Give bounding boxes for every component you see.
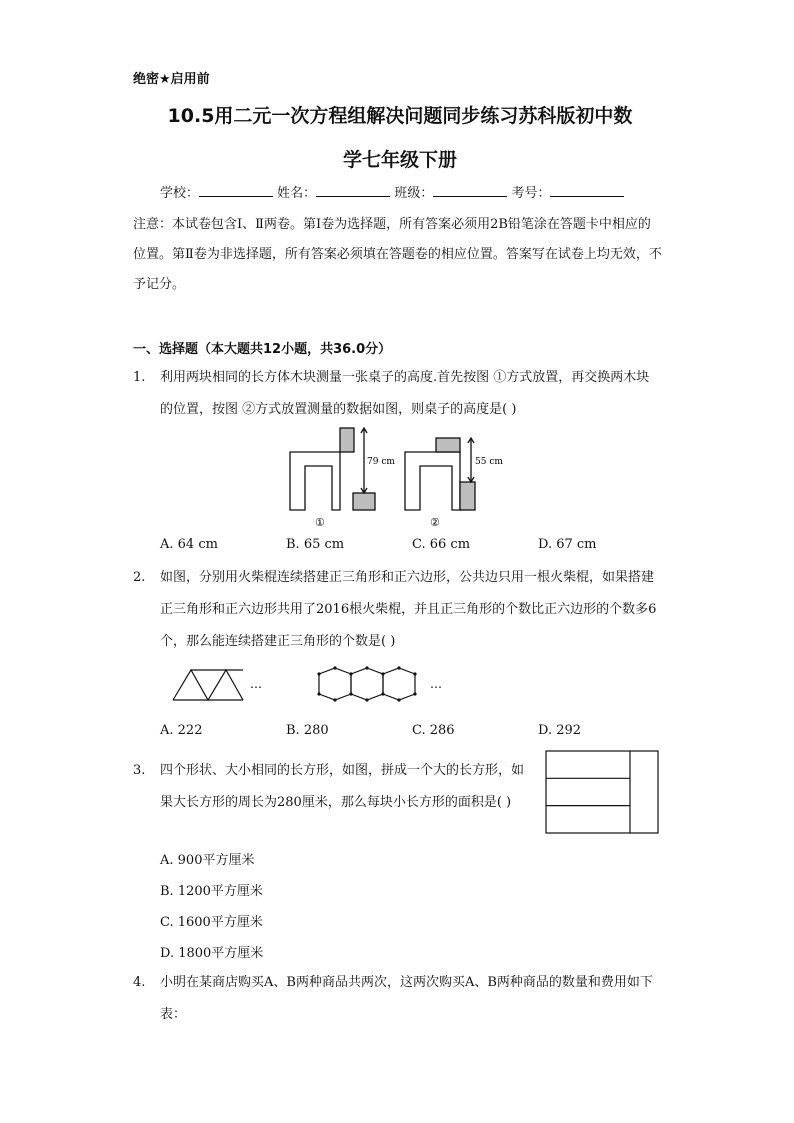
number-blank[interactable] <box>550 184 624 197</box>
page-title-line2: 学七年级下册 <box>342 149 457 171</box>
ellipsis-1: … <box>250 677 262 691</box>
option-a[interactable]: A. 900平方厘米 <box>160 853 255 868</box>
option-b[interactable]: B. 65 cm <box>286 537 345 552</box>
secret-label: 绝密★启用前 <box>133 72 210 87</box>
number-label: 考号： <box>511 186 551 201</box>
option-b[interactable]: B. 280 <box>286 723 329 738</box>
exam-notice: 注意：本试卷包含Ⅰ、Ⅱ两卷。第Ⅰ卷为选择题，所有答案必须用2B铅笔涂在答题卡中相应的位置。第Ⅱ卷为非选择题，所有答案必须填在答题卷的相应位置。答案写在试卷上均无效，不予记分。 <box>133 217 662 292</box>
student-info-line <box>160 182 624 201</box>
question1-figure <box>285 420 525 530</box>
option-b[interactable]: B. 1200平方厘米 <box>160 884 263 899</box>
class-label: 班级： <box>394 186 434 201</box>
question-text: 利用两块相同的长方体木块测量一张桌子的高度.首先按图 ①方式放置，再交换两木块的位置，按图 ②方式放置测量的数据如图，则桌子的高度是( ) <box>160 370 650 417</box>
page-title-line1: 10.5用二元一次方程组解决问题同步练习苏科版初中数 <box>167 105 633 127</box>
option-a[interactable]: A. 64 cm <box>160 537 218 552</box>
question-number: 1. <box>133 370 146 385</box>
section-title: 一、选择题（本大题共12小题，共36.0分） <box>133 342 392 357</box>
name-blank[interactable] <box>316 184 390 197</box>
school-blank[interactable] <box>199 184 273 197</box>
school-label: 学校： <box>160 186 200 201</box>
triangles-figure <box>173 670 243 700</box>
question2-figure <box>165 660 475 705</box>
measure-label-2: 55 cm <box>475 457 503 467</box>
option-c[interactable]: C. 66 cm <box>412 537 471 552</box>
option-a[interactable]: A. 222 <box>160 723 203 738</box>
class-blank[interactable] <box>433 184 507 197</box>
option-d[interactable]: D. 292 <box>538 723 582 738</box>
rectangles-figure <box>546 751 658 833</box>
option-d[interactable]: D. 67 cm <box>538 537 597 552</box>
ellipsis-2: … <box>430 677 442 691</box>
question-number: 2. <box>133 570 146 585</box>
question-text: 小明在某商店购买A、B两种商品共两次，这两次购买A、B两种商品的数量和费用如下表： <box>160 975 653 1022</box>
option-c[interactable]: C. 1600平方厘米 <box>160 915 263 930</box>
question-number: 3. <box>133 763 146 778</box>
option-c[interactable]: C. 286 <box>412 723 455 738</box>
figure-caption-2: ② <box>430 516 440 529</box>
table-figure-1 <box>290 428 375 510</box>
table-figure-2 <box>405 438 475 510</box>
question-text: 如图，分别用火柴棍连续搭建正三角形和正六边形，公共边只用一根火柴棍，如果搭建正三角形和正六边形共用了2016根火柴棍，并且正三角形的个数比正六边形的个数多6个，那么能连续搭建正三角形的个数是( ) <box>160 570 657 649</box>
measure-label-1: 79 cm <box>367 457 395 467</box>
hexagon-vertices <box>317 666 416 701</box>
option-d[interactable]: D. 1800平方厘米 <box>160 946 264 961</box>
question3-figure <box>545 750 661 836</box>
name-label: 姓名： <box>277 186 317 201</box>
question-number: 4. <box>133 975 146 990</box>
question-text: 四个形状、大小相同的长方形，如图，拼成一个大的长方形，如果大长方形的周长为280厘米，那么每块小长方形的面积是( ) <box>160 763 525 810</box>
figure-caption-1: ① <box>315 516 325 529</box>
